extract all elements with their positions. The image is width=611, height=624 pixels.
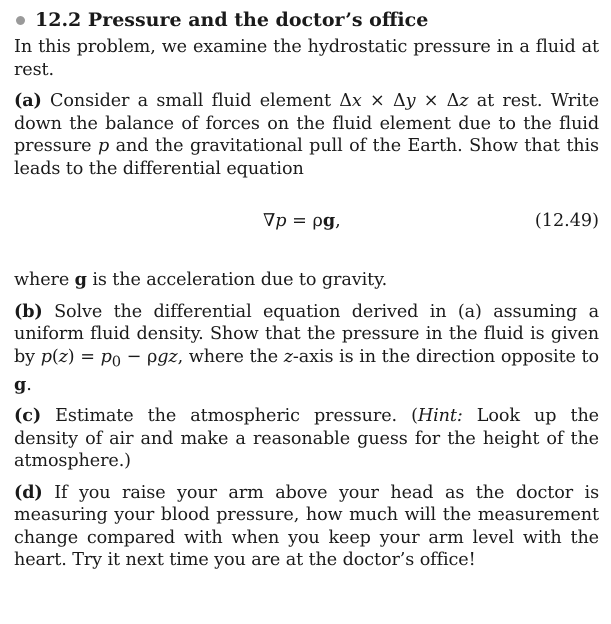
section-heading <box>14 6 599 34</box>
bullet-icon <box>16 16 25 25</box>
equation-number: (12.49) <box>534 211 599 231</box>
part-c-label: (c) <box>14 405 42 427</box>
part-d-label: (d) <box>14 481 43 503</box>
problem-page <box>14 6 599 581</box>
part-b-paragraph: (b) Solve the differential equation derived in (a) assuming a uniform fluid density. Show that the pressure in the fluid is given by $p(z) = p_0 - \rho gz$, where the z-axis is in the direction opposite to g. <box>14 300 600 395</box>
section-number: 12.2 <box>35 9 82 31</box>
part-d-paragraph: (d) If you raise your arm above your head as the doctor is measuring your blood pressure, how much will the measurement change compared with when you keep your arm level with the heart. Try it next time you are at the doctor’s office! <box>14 481 599 571</box>
part-a-label: (a) <box>14 90 42 111</box>
intro-paragraph: In this problem, we examine the hydrostatic pressure in a fluid at rest. <box>14 37 599 80</box>
part-a-paragraph: (a) Consider a small fluid element Δx × Δy × Δz at rest. Write down the balance of forces on the fluid element due to the fluid pressure p and the gravitational pull of the Earth. Show that this leads to the differential equation <box>14 90 600 179</box>
part-c-paragraph: (c) Estimate the atmospheric pressure. (Hint: Look up the density of air and make a reasonable guess for the height of the atmosphere.) <box>14 405 599 472</box>
section-title: Pressure and the doctor’s office <box>87 9 429 31</box>
after-equation-paragraph: where g is the acceleration due to gravity. <box>14 269 388 290</box>
display-equation <box>14 210 599 232</box>
equation-body: ∇p = ρg, <box>263 210 341 231</box>
part-b-label: (b) <box>14 300 43 322</box>
